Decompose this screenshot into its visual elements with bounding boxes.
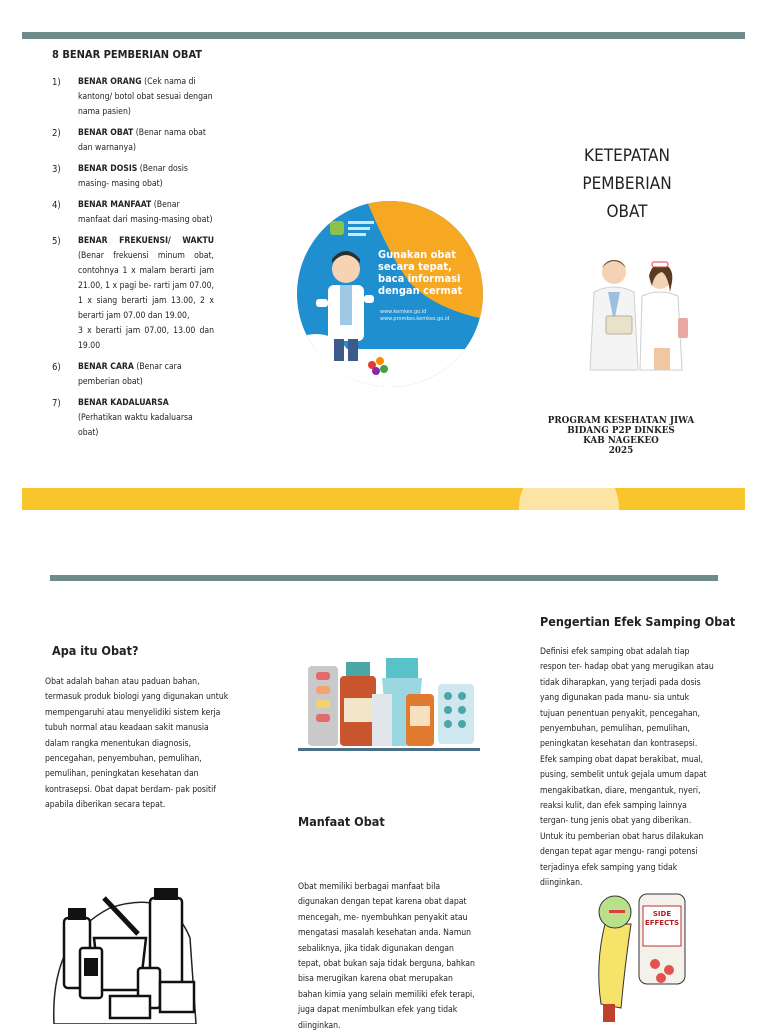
efek-samping-heading: Pengertian Efek Samping Obat [540, 614, 736, 629]
cover-title: KETEPATAN PEMBERIAN OBAT [582, 146, 672, 222]
manfaat-body: Obat memiliki berbagai manfaat bila digunakan dengan tepat karena obat dapat mencegah, me- nyembuhkan penyakit atau mengatasi masalah kesehatan anda. Namun sebaliknya, jika tidak digunakan dengan tepat, obat bukan saja tidak berguna, bahkan bisa merugikan karena obat merupakan bahan kimia yang selain memiliki efek terapi, juga dapat menimbulkan efek yang tidak diinginkan. [298, 882, 475, 1031]
pharmacy-bottles-illustration [298, 654, 480, 754]
manfaat-heading: Manfaat Obat [298, 814, 385, 829]
list-item: 4) BENAR MANFAAT (Benar manfaat dari masing-masing obat) [52, 200, 213, 225]
side-effects-cartoon [585, 884, 689, 1024]
poster-slogan: Gunakan obat secara tepat, baca informasi dengan cermat [378, 248, 463, 297]
apa-itu-heading: Apa itu Obat? [52, 643, 139, 658]
list-item: 2) BENAR OBAT (Benar nama obat dan warnanya) [52, 128, 206, 153]
middle-divider-bar [50, 575, 718, 581]
panel-heading-8-benar: 8 BENAR PEMBERIAN OBAT [52, 48, 202, 61]
list-item: 5) BENAR FREKUENSI/ WAKTU (Benar frekuensi minum obat, contohnya 1 x malam berarti jam 21.00, 1 x pagi be- rarti jam 07.00, 1 x siang berarti jam 13.00, 2 x berarti jam 07.00 dan 19.00, 3 x berarti jam 07.00, 13.00 dan 19.00 [52, 236, 214, 351]
kemkes-poster-badge [296, 199, 484, 389]
list-item: 6) BENAR CARA (Benar cara pemberian obat) [52, 362, 182, 387]
efek-samping-body: Definisi efek samping obat adalah tiap respon ter- hadap obat yang merugikan atau tidak diharapkan, yang terjadi pada dosis yang digunakan pada manu- sia untuk tujuan penentuan penyakit, pencegahan, penyembuhan, pemulihan, pemulihan, peningkatan kesehatan dan kontrasepsi. Efek samping obat dapat berakibat, mual, pusing, sembelit untuk gejala umum dapat mengakibatkan, diare, mengantuk, nyeri, reaksi kulit, dan efek samping lainnya tergan- tung jenis obat yang diberikan. Untuk itu pemberian obat harus dilakukan dengan tepat agar mengu- rangi potensi terjadinya efek samping yang tidak diinginkan. [540, 647, 714, 889]
top-divider-bar [22, 32, 745, 39]
list-item: 7) BENAR KADALUARSA (Perhatikan waktu kadaluarsa obat) [52, 398, 193, 438]
poster-web-links: www.kemkes.go.id www.promkes.kemkes.go.id [380, 309, 450, 322]
side-effects-label: SIDE EFFECTS [644, 910, 680, 927]
doctors-illustration [582, 252, 692, 372]
apa-itu-body: Obat adalah bahan atau paduan bahan, termasuk produk biologi yang digunakan untuk mempengaruhi atau menyelidiki sistem kerja tubuh normal atau keadaan sakit manusia dalam rangka menentukan diagnosis, pencegahan, penyembuhan, pemulihan, pemulihan, peningkatan kesehatan dan kontrasepsi. Obat dapat berdam- pak positif apabila diberikan secara tepat. [45, 677, 229, 811]
program-info: PROGRAM KESEHATAN JIWA BIDANG P2P DINKES KAB NAGEKEO 2025 [547, 416, 695, 456]
medicine-sketch-illustration [50, 878, 198, 1024]
list-item: 3) BENAR DOSIS (Benar dosis masing- masing obat) [52, 164, 188, 189]
list-item: 1) BENAR ORANG (Cek nama di kantong/ botol obat sesuai dengan nama pasien) [52, 77, 213, 117]
yellow-divider-bar [22, 488, 745, 510]
benar-list [52, 75, 214, 447]
